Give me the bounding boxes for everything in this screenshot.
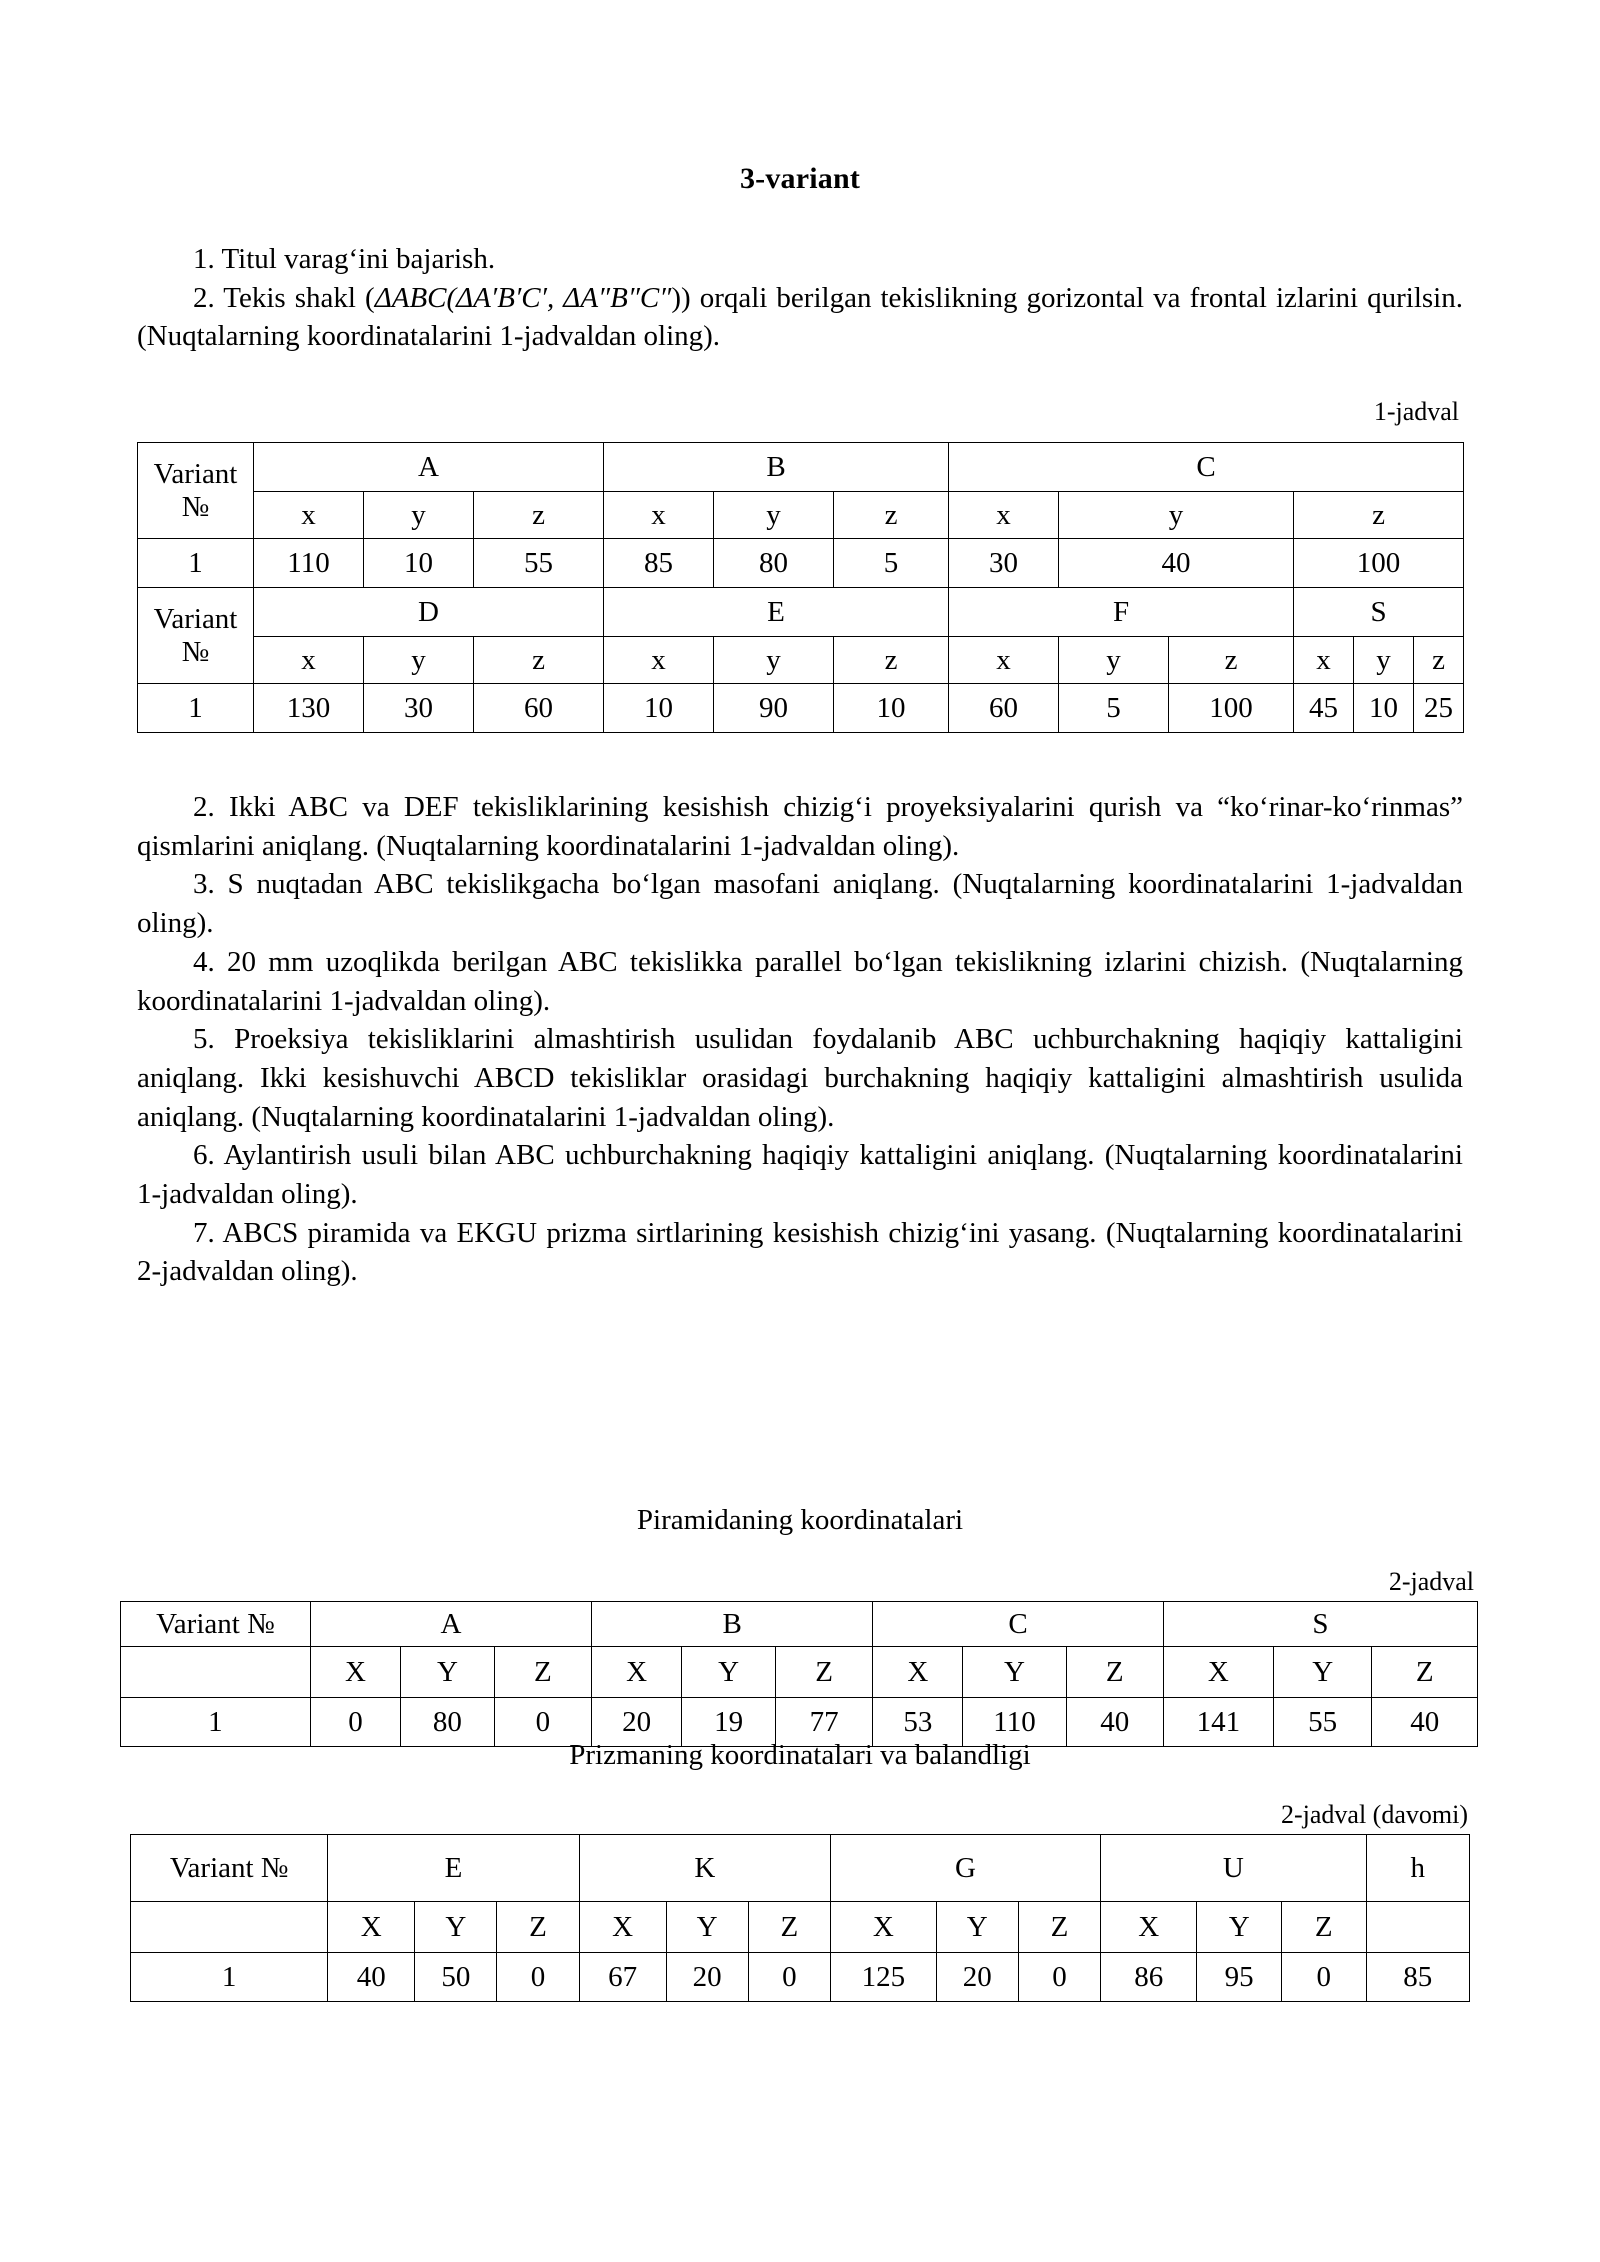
value-cell: 95 bbox=[1197, 1953, 1282, 2002]
math-close-parens: )) bbox=[671, 281, 691, 314]
value-cell: 45 bbox=[1294, 684, 1354, 733]
table-row bbox=[121, 1647, 1478, 1698]
row-number-cell: 1 bbox=[138, 684, 254, 733]
value-cell: 0 bbox=[310, 1698, 400, 1747]
group-header-s: S bbox=[1163, 1602, 1477, 1647]
value-cell: 50 bbox=[415, 1953, 497, 2002]
task-list bbox=[137, 788, 1463, 1291]
subheader-cell: Z bbox=[497, 1902, 579, 1953]
subheader-cell: X bbox=[1163, 1647, 1273, 1698]
subheader-cell: z bbox=[1294, 492, 1464, 539]
value-cell: 55 bbox=[1273, 1698, 1371, 1747]
value-cell: 60 bbox=[949, 684, 1059, 733]
subheader-cell: Y bbox=[963, 1647, 1066, 1698]
group-header-a: A bbox=[254, 443, 604, 492]
subheader-cell: y bbox=[364, 492, 474, 539]
pyramid-coordinates-table bbox=[120, 1601, 1478, 1747]
value-cell: 141 bbox=[1163, 1698, 1273, 1747]
subheader-cell: x bbox=[1294, 637, 1354, 684]
variant-label-cell-2 bbox=[138, 588, 254, 684]
row-number-cell: 1 bbox=[121, 1698, 311, 1747]
row-number-cell: 1 bbox=[138, 539, 254, 588]
subheader-cell: z bbox=[474, 492, 604, 539]
task-item-2a-lead: 2. Tekis shakl ( bbox=[193, 281, 375, 314]
subheader-cell: Z bbox=[1372, 1647, 1478, 1698]
variant-label-cell: Variant № bbox=[131, 1835, 328, 1902]
value-cell: 0 bbox=[748, 1953, 830, 2002]
variant-label-line2: № bbox=[181, 490, 210, 523]
table-row bbox=[131, 1902, 1470, 1953]
value-cell: 20 bbox=[666, 1953, 748, 2002]
subheader-cell: X bbox=[873, 1647, 963, 1698]
task-item-4: 4. 20 mm uzoqlikda berilgan ABC tekislikka parallel bo‘lgan tekislikning izlarini chizish. (Nuqtalarning koordinatalarini 1-jadvaldan oling). bbox=[137, 945, 1463, 1017]
task-item-2b: 2. Ikki ABC va DEF tekisliklarining kesishish chizig‘i proyeksiyalarini qurish va “ko‘rinar-ko‘rinmas” qismlarini aniqlang. (Nuqtalarning koordinatalarini 1-jadvaldan oling). bbox=[137, 791, 1463, 862]
task-item-6: 6. Aylantirish usuli bilan ABC uchburchakning haqiqiy kattaligini aniqlang. (Nuqtalarning koordinatalarini 1-jadvaldan oling). bbox=[137, 1139, 1463, 1211]
group-header-a: A bbox=[310, 1602, 591, 1647]
table-row bbox=[138, 637, 1464, 684]
empty-cell bbox=[121, 1647, 311, 1698]
group-header-k: K bbox=[579, 1835, 830, 1902]
value-cell: 19 bbox=[682, 1698, 776, 1747]
value-cell: 0 bbox=[1281, 1953, 1366, 2002]
value-cell: 67 bbox=[579, 1953, 666, 2002]
value-cell: 30 bbox=[364, 684, 474, 733]
subheader-cell: X bbox=[592, 1647, 682, 1698]
subheader-cell: X bbox=[1101, 1902, 1197, 1953]
table3-caption: 2-jadval (davomi) bbox=[1281, 1800, 1468, 1829]
value-cell: 10 bbox=[1354, 684, 1414, 733]
value-cell: 40 bbox=[1372, 1698, 1478, 1747]
group-header-s: S bbox=[1294, 588, 1464, 637]
subheader-cell: x bbox=[604, 637, 714, 684]
subheader-cell: x bbox=[604, 492, 714, 539]
value-cell: 5 bbox=[1059, 684, 1169, 733]
group-header-g: G bbox=[830, 1835, 1100, 1902]
math-triangle-abc-prime: (ΔA′B′C′ bbox=[446, 281, 547, 314]
value-cell: 10 bbox=[834, 684, 949, 733]
subheader-cell: z bbox=[1414, 637, 1464, 684]
document-body bbox=[137, 0, 1463, 356]
value-cell: 0 bbox=[497, 1953, 579, 2002]
subheader-cell: Z bbox=[1066, 1647, 1163, 1698]
value-cell: 110 bbox=[254, 539, 364, 588]
value-cell: 90 bbox=[714, 684, 834, 733]
subheader-cell: X bbox=[310, 1647, 400, 1698]
value-cell: 40 bbox=[1059, 539, 1294, 588]
table1-caption-wrap bbox=[137, 397, 1463, 427]
task-item-1: 1. Titul varag‘ini bajarish. bbox=[193, 243, 496, 275]
table1-wrap bbox=[137, 436, 1464, 733]
subheader-cell: Y bbox=[1197, 1902, 1282, 1953]
table1-caption: 1-jadval bbox=[1373, 397, 1459, 426]
row-number-cell: 1 bbox=[131, 1953, 328, 2002]
variant-label-cell bbox=[138, 443, 254, 539]
subheader-cell: Y bbox=[682, 1647, 776, 1698]
task-item-7: 7. ABCS piramida va EKGU prizma sirtlarining kesishish chizig‘ini yasang. (Nuqtalarning koordinatalarini 2-jadvaldan oling). bbox=[137, 1216, 1463, 1288]
group-header-u: U bbox=[1101, 1835, 1366, 1902]
task-item-5: 5. Proeksiya tekisliklarini almashtirish usulidan foydalanib ABC uchburchakning haqiqiy kattaligini aniqlang. Ikki kesishuvchi ABCD tekisliklar orasidagi burchakning haqiqiy kattaligini almashtirish usulida aniqlang. (Nuqtalarning koordinatalarini 1-jadvaldan oling). bbox=[137, 1023, 1463, 1133]
value-cell: 10 bbox=[364, 539, 474, 588]
subheader-cell: x bbox=[949, 492, 1059, 539]
task-item-3: 3. S nuqtadan ABC tekislikgacha bo‘lgan masofani aniqlang. (Nuqtalarning koordinatalarini 1-jadvaldan oling). bbox=[137, 868, 1463, 940]
math-triangle-abc-dprime: , ΔA″B″C″ bbox=[546, 281, 672, 314]
variant-label-line1: Variant bbox=[153, 458, 238, 491]
value-cell: 110 bbox=[963, 1698, 1066, 1747]
task-item-2a-tail: orqali berilgan tekislikning gorizontal va frontal izlarini qurilsin. (Nuqtalarning koordinatalarini 1-jadvaldan oling). bbox=[137, 281, 1463, 353]
group-header-h: h bbox=[1366, 1835, 1469, 1902]
subheader-cell: Y bbox=[1273, 1647, 1371, 1698]
variant-label-cell: Variant № bbox=[121, 1602, 311, 1647]
table-row bbox=[138, 588, 1464, 637]
value-cell: 20 bbox=[592, 1698, 682, 1747]
subheader-cell: z bbox=[834, 492, 949, 539]
coordinates-table-1 bbox=[137, 442, 1464, 733]
table2-section bbox=[120, 1504, 1480, 1747]
table3-section bbox=[130, 1739, 1470, 2002]
subheader-cell: Y bbox=[666, 1902, 748, 1953]
subheader-cell: Y bbox=[415, 1902, 497, 1953]
subheader-cell: X bbox=[328, 1902, 415, 1953]
subheader-cell: y bbox=[1059, 637, 1169, 684]
prism-coordinates-table bbox=[130, 1834, 1470, 2002]
empty-cell-h bbox=[1366, 1902, 1469, 1953]
subheader-cell: y bbox=[714, 637, 834, 684]
subheader-cell: X bbox=[579, 1902, 666, 1953]
subheader-cell: x bbox=[254, 637, 364, 684]
task-block-top bbox=[137, 240, 1463, 356]
subheader-cell: Z bbox=[776, 1647, 873, 1698]
table2-title: Piramidaning koordinatalari bbox=[636, 1504, 964, 1536]
subheader-cell: Y bbox=[936, 1902, 1018, 1953]
subheader-cell: y bbox=[1354, 637, 1414, 684]
value-cell: 0 bbox=[1018, 1953, 1100, 2002]
task-block-middle bbox=[137, 788, 1463, 1291]
value-cell: 25 bbox=[1414, 684, 1464, 733]
subheader-cell: X bbox=[830, 1902, 936, 1953]
value-cell: 85 bbox=[604, 539, 714, 588]
group-header-c: C bbox=[873, 1602, 1164, 1647]
subheader-cell: z bbox=[1169, 637, 1294, 684]
value-cell: 100 bbox=[1294, 539, 1464, 588]
subheader-cell: x bbox=[949, 637, 1059, 684]
value-cell: 30 bbox=[949, 539, 1059, 588]
value-cell: 0 bbox=[494, 1698, 591, 1747]
math-triangle-abc: ΔABC bbox=[374, 281, 447, 314]
table2-caption: 2-jadval bbox=[1388, 1567, 1474, 1596]
subheader-cell: Z bbox=[1281, 1902, 1366, 1953]
value-cell: 77 bbox=[776, 1698, 873, 1747]
variant-label-line1: Variant bbox=[153, 603, 238, 636]
group-header-d: D bbox=[254, 588, 604, 637]
subheader-cell: Z bbox=[1018, 1902, 1100, 1953]
table-row bbox=[138, 539, 1464, 588]
group-header-b: B bbox=[604, 443, 949, 492]
value-cell: 5 bbox=[834, 539, 949, 588]
page-title: 3-variant bbox=[739, 162, 861, 195]
value-cell: 40 bbox=[1066, 1698, 1163, 1747]
subheader-cell: x bbox=[254, 492, 364, 539]
value-cell: 100 bbox=[1169, 684, 1294, 733]
subheader-cell: y bbox=[1059, 492, 1294, 539]
value-cell: 80 bbox=[714, 539, 834, 588]
value-cell: 53 bbox=[873, 1698, 963, 1747]
subheader-cell: z bbox=[834, 637, 949, 684]
value-cell: 60 bbox=[474, 684, 604, 733]
value-cell: 86 bbox=[1101, 1953, 1197, 2002]
table-row bbox=[131, 1953, 1470, 2002]
subheader-cell: Z bbox=[748, 1902, 830, 1953]
group-header-e: E bbox=[328, 1835, 579, 1902]
variant-label-line2: № bbox=[181, 635, 210, 668]
subheader-cell: y bbox=[714, 492, 834, 539]
group-header-b: B bbox=[592, 1602, 873, 1647]
table-row bbox=[121, 1602, 1478, 1647]
subheader-cell: Y bbox=[401, 1647, 495, 1698]
value-cell: 130 bbox=[254, 684, 364, 733]
group-header-c: C bbox=[949, 443, 1464, 492]
table-row bbox=[138, 684, 1464, 733]
table-row bbox=[131, 1835, 1470, 1902]
value-cell-h: 85 bbox=[1366, 1953, 1469, 2002]
value-cell: 20 bbox=[936, 1953, 1018, 2002]
table3-title: Prizmaning koordinatalari va balandligi bbox=[569, 1739, 1031, 1771]
value-cell: 80 bbox=[401, 1698, 495, 1747]
value-cell: 40 bbox=[328, 1953, 415, 2002]
task-item-2a bbox=[137, 279, 1463, 356]
value-cell: 10 bbox=[604, 684, 714, 733]
empty-cell bbox=[131, 1902, 328, 1953]
table-row bbox=[138, 443, 1464, 492]
group-header-e: E bbox=[604, 588, 949, 637]
subheader-cell: z bbox=[474, 637, 604, 684]
subheader-cell: y bbox=[364, 637, 474, 684]
group-header-f: F bbox=[949, 588, 1294, 637]
subheader-cell: Z bbox=[494, 1647, 591, 1698]
value-cell: 55 bbox=[474, 539, 604, 588]
value-cell: 125 bbox=[830, 1953, 936, 2002]
table-row bbox=[138, 492, 1464, 539]
